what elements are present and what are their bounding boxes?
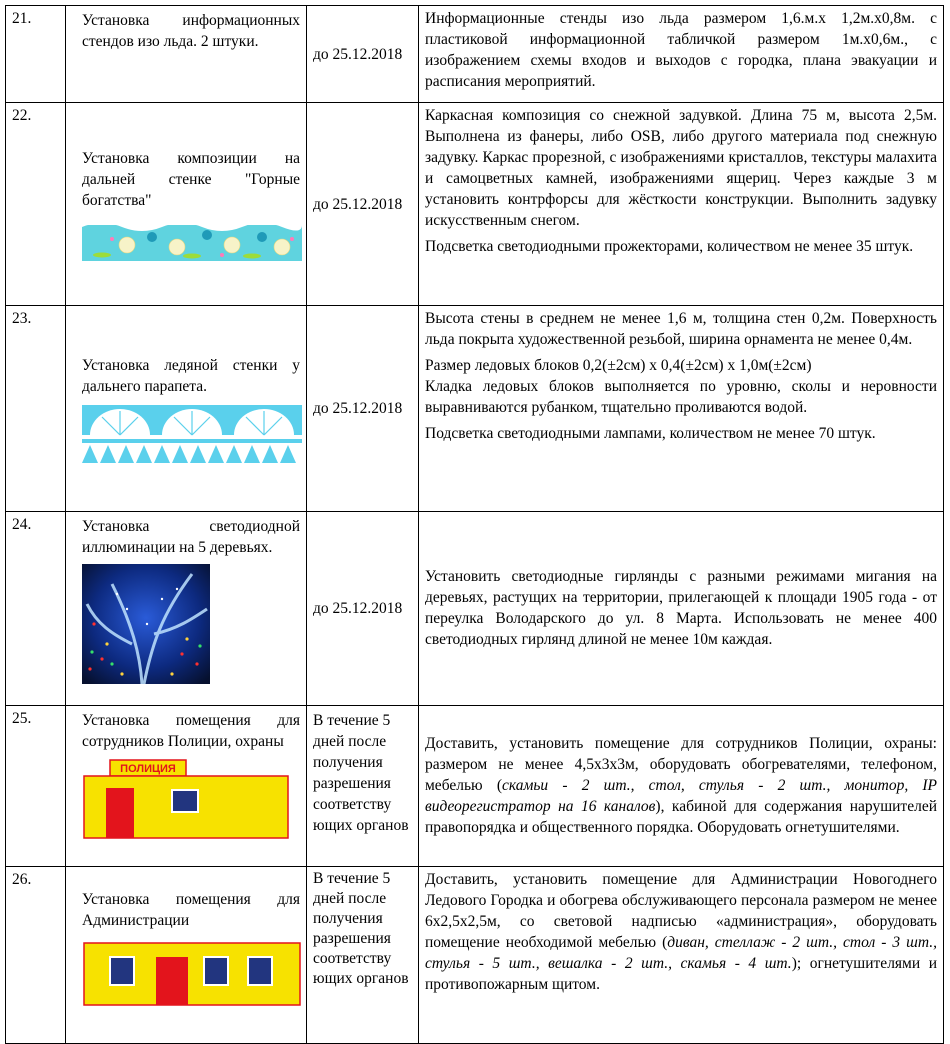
description-paragraph: Высота стены в среднем не менее 1,6 м, толщина стен 0,2м. Поверхность льда покрыта художественной резьбой, ширина орнамента не менее 0,4м. xyxy=(425,310,937,348)
ice-wall-illustration xyxy=(82,403,302,463)
description-paragraph: Информационные стенды изо льда размером 1,6.м.х 1,2м.х0,8м. с пластиковой информационной табличкой размером 1м.х0,6м., с изображением схемы входов и выходов с городка, плана эвакуации и расписания мероприятий. xyxy=(425,10,937,90)
description-text: ), кабиной для содержания нарушителей правопорядка и общественного порядка. Оборудовать огнетушителями. xyxy=(425,797,937,836)
item-description xyxy=(419,103,944,306)
snow-composition-illustration xyxy=(82,217,302,261)
item-name xyxy=(66,867,307,1044)
description-text: Доставить, установить помещение для сотрудников Полиции, охраны: размером не менее 4,5х3х3м, оборудовать обогревателями, телефоном, мебелью ( xyxy=(425,734,937,794)
description-text: Доставить, установить помещение для Администрации Новогоднего Ледового Городка и обогрева обслуживающего персонала размером не менее 6х2,5х2,5м, со световой надписью «администрация», оборудовать помещение необходимой мебелью ( xyxy=(425,871,937,951)
item-description xyxy=(419,867,944,1044)
item-name xyxy=(66,103,307,306)
item-description xyxy=(419,512,944,706)
table-row xyxy=(6,512,944,706)
row-number: 21. xyxy=(6,6,66,103)
item-due-date: В течение 5 дней после получения разрешения соответству ющих органов xyxy=(307,867,419,1044)
item-name xyxy=(66,306,307,512)
description-paragraph: Кладка ледовых блоков выполняется по уровню, сколы и неровности выравниваются рубанком, тщательно проливаются водой. xyxy=(425,378,937,416)
description-paragraph: Установить светодиодные гирлянды с разными режимами мигания на деревьях, растущих на территории, прилегающей к площади 1905 года - от переулка Володарского до ул. 8 Марта. Использовать не менее 400 светодиодных гирлянд длиной не менее 10м каждая. xyxy=(425,567,937,648)
police-sign-text: ПОЛИЦИЯ xyxy=(120,763,176,775)
item-due-date: до 25.12.2018 xyxy=(307,306,419,512)
item-due-date: до 25.12.2018 xyxy=(307,512,419,706)
specification-table xyxy=(5,5,944,1044)
item-due-date: В течение 5 дней после получения разрешения соответству ющих органов xyxy=(307,706,419,867)
item-due-date: до 25.12.2018 xyxy=(307,6,419,103)
item-name-text: Установка помещения для сотрудников Полиции, охраны xyxy=(82,712,300,750)
item-name xyxy=(66,6,307,103)
item-name xyxy=(66,706,307,867)
item-name-text: Установка композиции на дальней стенке "Горные богатства" xyxy=(82,149,300,209)
description-paragraph: Каркасная композиция со снежной задувкой. Длина 75 м, высота 2,5м. Выполнена из фанеры, либо OSB, либо другого материала под снежную задувку. Каркас прорезной, с изображениями кристаллов, текстуры малахита и самоцветных камней, изображениями ящериц. Через каждые 3 м установить контрфорсы для жёсткости конструкции. Выполнить задувку искусственным снегом. xyxy=(425,107,937,229)
item-due-date: до 25.12.2018 xyxy=(307,103,419,306)
table-row xyxy=(6,867,944,1044)
row-number: 24. xyxy=(6,512,66,706)
item-name-text: Установка светодиодной иллюминации на 5 деревьях. xyxy=(82,518,300,556)
table-row xyxy=(6,306,944,512)
table-row xyxy=(6,706,944,867)
description-paragraph: Подсветка светодиодными лампами, количеством не менее 70 штук. xyxy=(425,425,876,442)
item-name xyxy=(66,512,307,706)
table-row xyxy=(6,103,944,306)
tree-lights-photo xyxy=(82,564,210,684)
table-row xyxy=(6,6,944,103)
description-paragraph xyxy=(425,733,937,838)
item-description xyxy=(419,306,944,512)
item-name-text: Установка ледяной стенки у дальнего парапета. xyxy=(82,356,300,395)
row-number: 23. xyxy=(6,306,66,512)
item-description xyxy=(419,6,944,103)
row-number: 22. xyxy=(6,103,66,306)
administration-building-illustration xyxy=(82,941,302,1007)
row-number: 25. xyxy=(6,706,66,867)
item-name-text: Установка информационных стендов изо льда. 2 штуки. xyxy=(82,12,300,50)
item-name-text: Установка помещения для Администрации xyxy=(82,891,300,929)
description-italic-text: скамьи - 2 шт., стол, стулья - 2 шт., монитор, IP видеорегистратор на 16 каналов xyxy=(425,776,938,815)
description-text: ); огнетушителями и противопожарным щитом. xyxy=(425,955,938,993)
item-description xyxy=(419,706,944,867)
row-number: 26. xyxy=(6,867,66,1044)
description-italic-text: диван, стеллаж - 2 шт., стол - 3 шт., стулья - 5 шт., вешалка - 2 шт., скамья - 4 шт. xyxy=(425,934,937,972)
description-paragraph: Размер ледовых блоков 0,2(±2см) х 0,4(±2см) х 1,0м(±2см) xyxy=(425,357,812,374)
police-building-illustration xyxy=(82,758,292,840)
description-paragraph: Подсветка светодиодными прожекторами, количеством не менее 35 штук. xyxy=(425,238,914,255)
description-paragraph xyxy=(425,869,937,995)
